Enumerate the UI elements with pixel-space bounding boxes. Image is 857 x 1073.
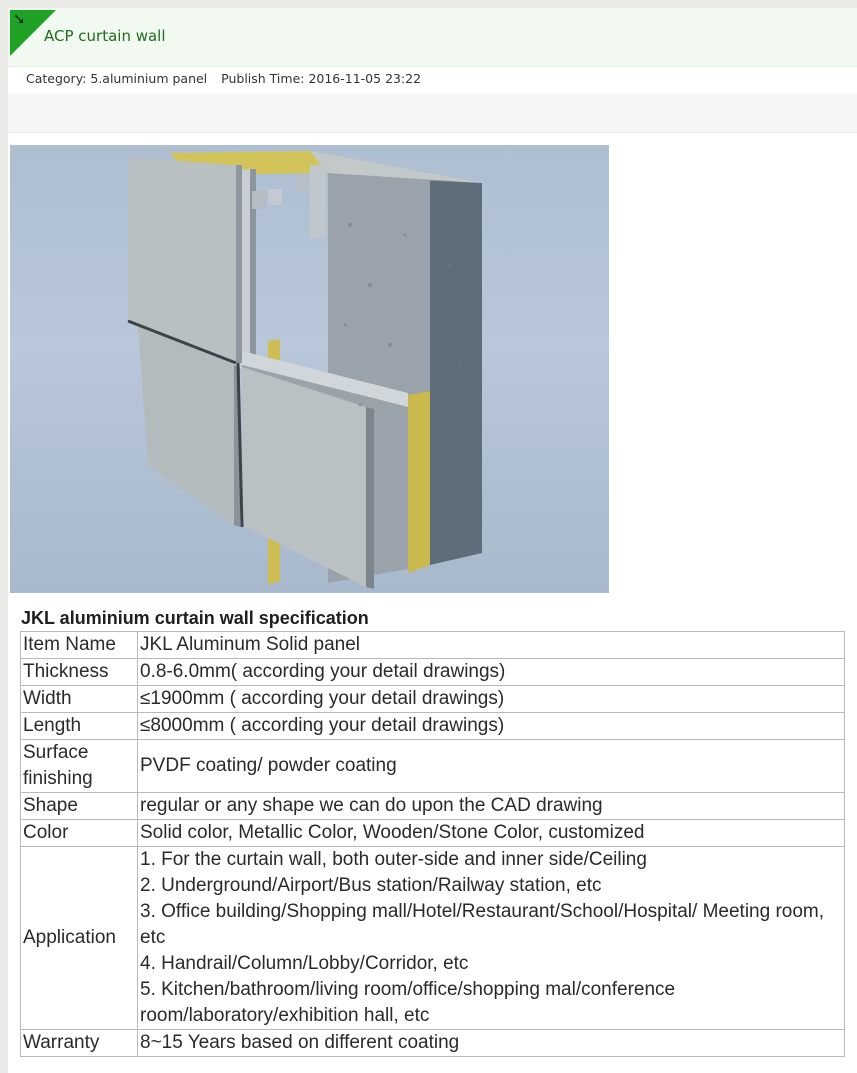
spec-label: Length (21, 713, 138, 740)
spec-row (21, 820, 845, 847)
arrow-down-right-icon: ➘ (13, 10, 26, 28)
spec-row (21, 1030, 845, 1057)
spec-value (138, 793, 845, 820)
spec-value (138, 847, 845, 1030)
article-title-bar (8, 8, 857, 67)
spec-row (21, 847, 845, 1030)
spec-row (21, 686, 845, 713)
spec-value (138, 1030, 845, 1057)
spec-value-line: 2. Underground/Airport/Bus station/Railway station, etc (140, 875, 602, 896)
spec-value-line: regular or any shape we can do upon the CAD drawing (140, 795, 603, 816)
spec-row (21, 659, 845, 686)
spec-value-line: Solid color, Metallic Color, Wooden/Stone Color, customized (140, 822, 645, 843)
spec-value-line: 3. Office building/Shopping mall/Hotel/Restaurant/School/Hospital/ Meeting room, etc (140, 901, 825, 948)
spec-label: Warranty (21, 1030, 138, 1057)
spec-table (20, 631, 845, 1057)
curtain-wall-illustration (10, 145, 609, 593)
spec-value-line: 1. For the curtain wall, both outer-side and inner side/Ceiling (140, 849, 647, 870)
spec-label: Width (21, 686, 138, 713)
spec-value-line: 4. Handrail/Column/Lobby/Corridor, etc (140, 953, 469, 974)
curtain-wall-image (10, 145, 609, 593)
spec-label: Thickness (21, 659, 138, 686)
spec-label: Color (21, 820, 138, 847)
spec-value-line: 8~15 Years based on different coating (140, 1032, 460, 1053)
spec-value (138, 632, 845, 659)
spec-value-line: 5. Kitchen/bathroom/living room/office/shopping mal/conference room/laboratory/exhibition hall, etc (140, 979, 676, 1026)
spec-row (21, 740, 845, 793)
spec-value-line: JKL Aluminum Solid panel (140, 634, 361, 655)
spec-value-line: 0.8-6.0mm( according your detail drawings) (140, 661, 506, 682)
spec-label: Surface finishing (21, 740, 138, 793)
spec-value (138, 713, 845, 740)
spec-value (138, 686, 845, 713)
spec-label: Item Name (21, 632, 138, 659)
spec-value (138, 820, 845, 847)
article-meta (26, 71, 431, 86)
spec-value-line: ≤1900mm ( according your detail drawings) (140, 688, 505, 709)
spec-value (138, 659, 845, 686)
spec-row (21, 632, 845, 659)
article-page (8, 8, 857, 1073)
spec-label: Application (21, 847, 138, 1030)
spec-row (21, 793, 845, 820)
article-publish-time: Publish Time: 2016-11-05 23:22 (221, 71, 422, 86)
article-title[interactable]: ACP curtain wall (44, 27, 166, 45)
spec-heading: JKL aluminium curtain wall specification (21, 608, 369, 628)
spec-label: Shape (21, 793, 138, 820)
article-category: Category: 5.aluminium panel (26, 71, 208, 86)
meta-band (8, 94, 857, 133)
spec-value-line: ≤8000mm ( according your detail drawings) (140, 715, 505, 736)
spec-value-line: PVDF coating/ powder coating (140, 755, 397, 776)
spec-row (21, 713, 845, 740)
spec-value (138, 740, 845, 793)
